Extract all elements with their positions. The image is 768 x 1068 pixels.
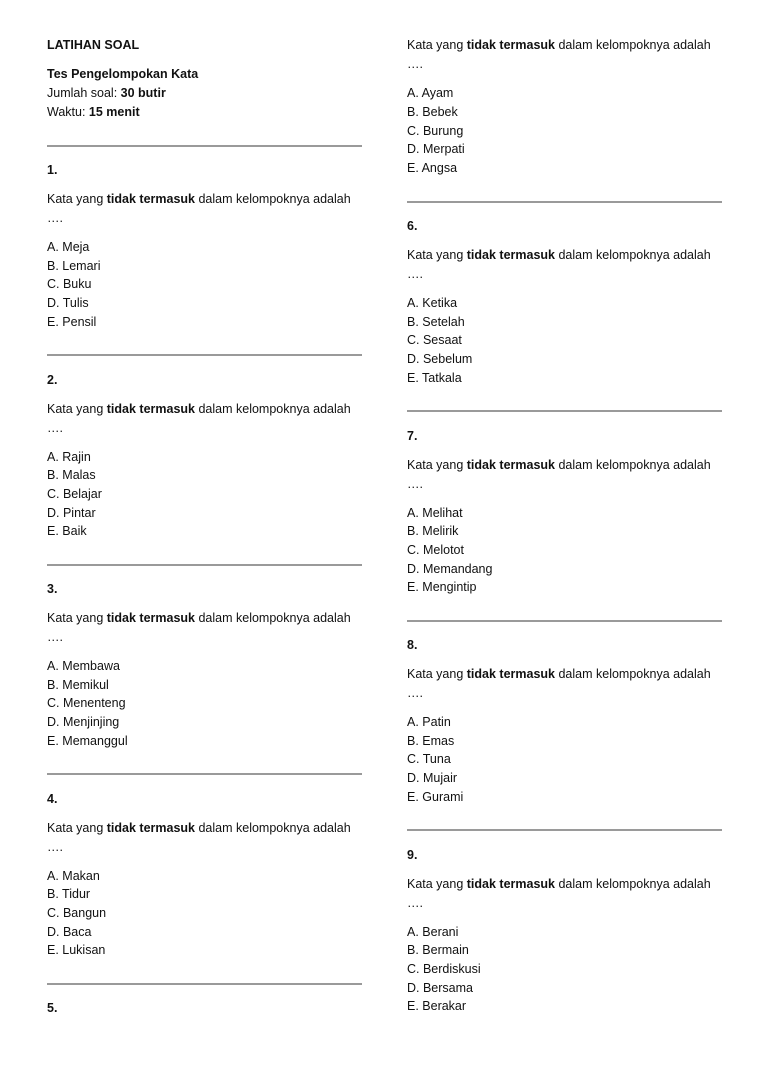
option-4a: A. Makan <box>47 869 100 883</box>
question-number-5: 5. <box>47 1001 58 1015</box>
option-5d: D. Merpati <box>407 142 465 156</box>
option-4d: D. Baca <box>47 925 92 939</box>
question-ellipsis-8: …. <box>407 686 423 700</box>
option-5e: E. Angsa <box>407 161 458 175</box>
divider <box>47 564 362 566</box>
option-8b: B. Emas <box>407 734 455 748</box>
option-9e: E. Berakar <box>407 999 467 1013</box>
option-4c: C. Bangun <box>47 906 107 920</box>
question-stem-1: Kata yang tidak termasuk dalam kelompoknya adalah <box>47 192 351 206</box>
question-ellipsis-3: …. <box>47 630 63 644</box>
option-9b: B. Bermain <box>407 943 469 957</box>
question-stem-7: Kata yang tidak termasuk dalam kelompoknya adalah <box>407 458 711 472</box>
divider <box>47 773 362 775</box>
option-8e: E. Gurami <box>407 790 464 804</box>
option-5a: A. Ayam <box>407 86 454 100</box>
question-stem-4: Kata yang tidak termasuk dalam kelompoknya adalah <box>47 821 351 835</box>
option-9c: C. Berdiskusi <box>407 962 481 976</box>
question-stem-6: Kata yang tidak termasuk dalam kelompoknya adalah <box>407 248 711 262</box>
question-stem-9: Kata yang tidak termasuk dalam kelompoknya adalah <box>407 877 711 891</box>
question-count: Jumlah soal: 30 butir <box>47 86 166 100</box>
divider <box>47 354 362 356</box>
question-ellipsis-1: …. <box>47 211 63 225</box>
option-3c: C. Menenteng <box>47 696 126 710</box>
option-2e: E. Baik <box>47 524 87 538</box>
divider <box>47 145 362 147</box>
option-3b: B. Memikul <box>47 678 109 692</box>
option-3d: D. Menjinjing <box>47 715 120 729</box>
option-7a: A. Melihat <box>407 506 463 520</box>
option-6d: D. Sebelum <box>407 352 473 366</box>
test-subtitle: Tes Pengelompokan Kata <box>47 67 199 81</box>
question-ellipsis-9: …. <box>407 896 423 910</box>
option-5c: C. Burung <box>407 124 464 138</box>
question-stem-8: Kata yang tidak termasuk dalam kelompoknya adalah <box>407 667 711 681</box>
option-2c: C. Belajar <box>47 487 102 501</box>
question-number-1: 1. <box>47 163 58 177</box>
option-8a: A. Patin <box>407 715 451 729</box>
option-2d: D. Pintar <box>47 506 96 520</box>
page-title: LATIHAN SOAL <box>47 38 140 52</box>
option-1d: D. Tulis <box>47 296 89 310</box>
option-6a: A. Ketika <box>407 296 458 310</box>
option-3e: E. Memanggul <box>47 734 128 748</box>
option-6e: E. Tatkala <box>407 371 462 385</box>
option-1c: C. Buku <box>47 277 92 291</box>
option-2b: B. Malas <box>47 468 96 482</box>
option-4b: B. Tidur <box>47 887 91 901</box>
question-ellipsis-7: …. <box>407 477 423 491</box>
divider <box>47 983 362 985</box>
option-1a: A. Meja <box>47 240 90 254</box>
divider <box>407 829 722 831</box>
question-number-4: 4. <box>47 792 58 806</box>
divider <box>407 201 722 203</box>
option-7c: C. Melotot <box>407 543 464 557</box>
option-6b: B. Setelah <box>407 315 465 329</box>
option-6c: C. Sesaat <box>407 333 462 347</box>
option-8c: C. Tuna <box>407 752 451 766</box>
divider <box>407 620 722 622</box>
option-7e: E. Mengintip <box>407 580 477 594</box>
question-number-3: 3. <box>47 582 58 596</box>
question-number-6: 6. <box>407 219 418 233</box>
option-2a: A. Rajin <box>47 450 91 464</box>
time-limit: Waktu: 15 menit <box>47 105 140 119</box>
question-ellipsis-4: …. <box>47 840 63 854</box>
question-number-9: 9. <box>407 848 418 862</box>
option-1b: B. Lemari <box>47 259 101 273</box>
option-7d: D. Memandang <box>407 562 493 576</box>
question-ellipsis-6: …. <box>407 267 423 281</box>
question-number-2: 2. <box>47 373 58 387</box>
option-7b: B. Melirik <box>407 524 459 538</box>
option-9d: D. Bersama <box>407 981 473 995</box>
option-4e: E. Lukisan <box>47 943 106 957</box>
question-number-8: 8. <box>407 638 418 652</box>
option-8d: D. Mujair <box>407 771 458 785</box>
option-3a: A. Membawa <box>47 659 120 673</box>
question-stem-2: Kata yang tidak termasuk dalam kelompoknya adalah <box>47 402 351 416</box>
divider <box>407 410 722 412</box>
option-9a: A. Berani <box>407 925 459 939</box>
question-ellipsis-5: …. <box>407 57 423 71</box>
question-stem-5: Kata yang tidak termasuk dalam kelompoknya adalah <box>407 38 711 52</box>
question-ellipsis-2: …. <box>47 421 63 435</box>
option-1e: E. Pensil <box>47 315 97 329</box>
question-stem-3: Kata yang tidak termasuk dalam kelompoknya adalah <box>47 611 351 625</box>
option-5b: B. Bebek <box>407 105 458 119</box>
question-number-7: 7. <box>407 429 418 443</box>
